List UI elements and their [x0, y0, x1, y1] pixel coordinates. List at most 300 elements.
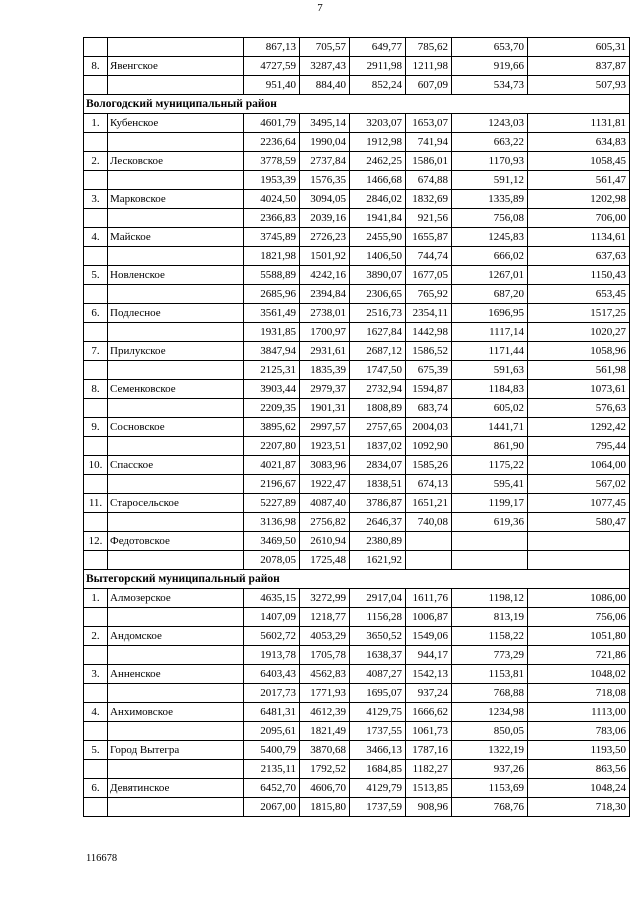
- table-row: [84, 608, 630, 627]
- value-cell: 937,26: [452, 760, 528, 779]
- value-cell: 1684,85: [350, 760, 406, 779]
- value-cell: 756,06: [528, 608, 630, 627]
- settlement-name: [108, 285, 244, 304]
- settlement-name: Спасское: [108, 456, 244, 475]
- value-cell: 2911,98: [350, 57, 406, 76]
- table-row: [84, 361, 630, 380]
- value-cell: 1442,98: [406, 323, 452, 342]
- value-cell: 634,83: [528, 133, 630, 152]
- row-index: [84, 133, 108, 152]
- table-row: [84, 323, 630, 342]
- value-cell: 2516,73: [350, 304, 406, 323]
- value-cell: 1990,04: [300, 133, 350, 152]
- row-index: [84, 798, 108, 817]
- value-cell: 1835,39: [300, 361, 350, 380]
- value-cell: 2997,57: [300, 418, 350, 437]
- value-cell: 721,86: [528, 646, 630, 665]
- value-cell: 2732,94: [350, 380, 406, 399]
- value-cell: 1953,39: [244, 171, 300, 190]
- settlement-name: [108, 38, 244, 57]
- settlement-name: Андомское: [108, 627, 244, 646]
- table-row: [84, 114, 630, 133]
- row-index: 1.: [84, 589, 108, 608]
- value-cell: 3903,44: [244, 380, 300, 399]
- value-cell: 1792,52: [300, 760, 350, 779]
- value-cell: [528, 551, 630, 570]
- value-cell: 1838,51: [350, 475, 406, 494]
- table-row: [84, 551, 630, 570]
- row-index: 6.: [84, 779, 108, 798]
- value-cell: 2834,07: [350, 456, 406, 475]
- value-cell: 1941,84: [350, 209, 406, 228]
- settlement-name: [108, 437, 244, 456]
- value-cell: 619,36: [452, 513, 528, 532]
- settlement-name: [108, 798, 244, 817]
- value-cell: 1808,89: [350, 399, 406, 418]
- value-cell: 2931,61: [300, 342, 350, 361]
- value-cell: 1586,52: [406, 342, 452, 361]
- table-row: [84, 209, 630, 228]
- value-cell: 1922,47: [300, 475, 350, 494]
- value-cell: 3136,98: [244, 513, 300, 532]
- value-cell: 1923,51: [300, 437, 350, 456]
- settlement-name: [108, 513, 244, 532]
- table-row: [84, 152, 630, 171]
- row-index: [84, 323, 108, 342]
- value-cell: 1131,81: [528, 114, 630, 133]
- settlement-name: [108, 399, 244, 418]
- value-cell: 2236,64: [244, 133, 300, 152]
- value-cell: 1020,27: [528, 323, 630, 342]
- row-index: 11.: [84, 494, 108, 513]
- row-index: [84, 684, 108, 703]
- value-cell: 813,19: [452, 608, 528, 627]
- value-cell: [452, 532, 528, 551]
- settlement-name: [108, 646, 244, 665]
- settlement-name: [108, 608, 244, 627]
- value-cell: 687,20: [452, 285, 528, 304]
- settlement-name: [108, 361, 244, 380]
- table-row: [84, 798, 630, 817]
- settlement-name: Федотовское: [108, 532, 244, 551]
- value-cell: 1156,28: [350, 608, 406, 627]
- value-cell: 1267,01: [452, 266, 528, 285]
- value-cell: 951,40: [244, 76, 300, 95]
- table-row: [84, 304, 630, 323]
- value-cell: 2125,31: [244, 361, 300, 380]
- value-cell: 5400,79: [244, 741, 300, 760]
- settlement-name: [108, 171, 244, 190]
- value-cell: 2306,65: [350, 285, 406, 304]
- value-cell: 2610,94: [300, 532, 350, 551]
- row-index: [84, 399, 108, 418]
- value-cell: 4129,79: [350, 779, 406, 798]
- value-cell: 5588,89: [244, 266, 300, 285]
- value-cell: 1051,80: [528, 627, 630, 646]
- value-cell: 1586,01: [406, 152, 452, 171]
- table-row: [84, 456, 630, 475]
- value-cell: 4021,87: [244, 456, 300, 475]
- row-index: [84, 646, 108, 665]
- value-cell: 2039,16: [300, 209, 350, 228]
- value-cell: 683,74: [406, 399, 452, 418]
- row-index: 3.: [84, 665, 108, 684]
- row-index: 12.: [84, 532, 108, 551]
- page-number: 7: [317, 2, 323, 14]
- value-cell: 2095,61: [244, 722, 300, 741]
- value-cell: 3466,13: [350, 741, 406, 760]
- value-cell: 1406,50: [350, 247, 406, 266]
- value-cell: 1243,03: [452, 114, 528, 133]
- row-index: 1.: [84, 114, 108, 133]
- value-cell: 4635,15: [244, 589, 300, 608]
- section-title: Вологодский муниципальный район: [84, 95, 630, 114]
- value-cell: 1513,85: [406, 779, 452, 798]
- value-cell: 1594,87: [406, 380, 452, 399]
- value-cell: 1048,24: [528, 779, 630, 798]
- row-index: 8.: [84, 380, 108, 399]
- row-index: 9.: [84, 418, 108, 437]
- settlement-name: Кубенское: [108, 114, 244, 133]
- section-row: [84, 570, 630, 589]
- value-cell: 4612,39: [300, 703, 350, 722]
- value-cell: 768,76: [452, 798, 528, 817]
- row-index: [84, 171, 108, 190]
- settlement-name: Майское: [108, 228, 244, 247]
- value-cell: 1245,83: [452, 228, 528, 247]
- value-cell: 1638,37: [350, 646, 406, 665]
- value-cell: 653,70: [452, 38, 528, 57]
- footer-code: 116678: [86, 853, 118, 864]
- table-row: [84, 646, 630, 665]
- value-cell: 580,47: [528, 513, 630, 532]
- value-cell: 1501,92: [300, 247, 350, 266]
- row-index: 8.: [84, 57, 108, 76]
- value-cell: 675,39: [406, 361, 452, 380]
- value-cell: 1441,71: [452, 418, 528, 437]
- value-cell: 591,63: [452, 361, 528, 380]
- value-cell: 1170,93: [452, 152, 528, 171]
- value-cell: 1134,61: [528, 228, 630, 247]
- row-index: [84, 722, 108, 741]
- value-cell: 2017,73: [244, 684, 300, 703]
- value-cell: 852,24: [350, 76, 406, 95]
- value-cell: 2726,23: [300, 228, 350, 247]
- settlement-name: Семенковское: [108, 380, 244, 399]
- value-cell: 705,57: [300, 38, 350, 57]
- value-cell: 561,98: [528, 361, 630, 380]
- table-row: [84, 190, 630, 209]
- settlement-name: [108, 684, 244, 703]
- value-cell: 1153,81: [452, 665, 528, 684]
- value-cell: 1158,22: [452, 627, 528, 646]
- table-row: [84, 399, 630, 418]
- settlement-name: Новленское: [108, 266, 244, 285]
- value-cell: 2685,96: [244, 285, 300, 304]
- value-cell: 1466,68: [350, 171, 406, 190]
- settlement-name: Анненское: [108, 665, 244, 684]
- value-cell: 1073,61: [528, 380, 630, 399]
- table-row: [84, 722, 630, 741]
- value-cell: 2135,11: [244, 760, 300, 779]
- value-cell: 507,93: [528, 76, 630, 95]
- settlement-name: Сосновское: [108, 418, 244, 437]
- value-cell: 4727,59: [244, 57, 300, 76]
- value-cell: 1725,48: [300, 551, 350, 570]
- row-index: [84, 551, 108, 570]
- settlement-name: Алмозерское: [108, 589, 244, 608]
- value-cell: 1549,06: [406, 627, 452, 646]
- value-cell: 4601,79: [244, 114, 300, 133]
- value-cell: 2354,11: [406, 304, 452, 323]
- value-cell: 3895,62: [244, 418, 300, 437]
- value-cell: 1058,45: [528, 152, 630, 171]
- value-cell: 919,66: [452, 57, 528, 76]
- table-row: [84, 627, 630, 646]
- value-cell: 2846,02: [350, 190, 406, 209]
- settlement-name: Лесковское: [108, 152, 244, 171]
- value-cell: 2687,12: [350, 342, 406, 361]
- row-index: [84, 76, 108, 95]
- value-cell: 2756,82: [300, 513, 350, 532]
- value-cell: 3650,52: [350, 627, 406, 646]
- value-cell: 1171,44: [452, 342, 528, 361]
- value-cell: 3083,96: [300, 456, 350, 475]
- value-cell: 2394,84: [300, 285, 350, 304]
- value-cell: 4606,70: [300, 779, 350, 798]
- row-index: 2.: [84, 627, 108, 646]
- value-cell: 1737,59: [350, 798, 406, 817]
- settlement-name: [108, 722, 244, 741]
- settlement-name: Старосельское: [108, 494, 244, 513]
- value-cell: 768,88: [452, 684, 528, 703]
- value-cell: 1335,89: [452, 190, 528, 209]
- value-cell: 3287,43: [300, 57, 350, 76]
- row-index: 5.: [84, 266, 108, 285]
- settlement-name: [108, 323, 244, 342]
- table-row: [84, 684, 630, 703]
- table-row: [84, 475, 630, 494]
- value-cell: 785,62: [406, 38, 452, 57]
- value-cell: 2462,25: [350, 152, 406, 171]
- value-cell: 653,45: [528, 285, 630, 304]
- table-row: [84, 760, 630, 779]
- row-index: [84, 209, 108, 228]
- value-cell: 908,96: [406, 798, 452, 817]
- value-cell: 718,30: [528, 798, 630, 817]
- value-cell: 1322,19: [452, 741, 528, 760]
- value-cell: 1821,49: [300, 722, 350, 741]
- section-title: Вытегорский муниципальный район: [84, 570, 630, 589]
- table-row: [84, 247, 630, 266]
- value-cell: 1048,02: [528, 665, 630, 684]
- value-cell: [528, 532, 630, 551]
- settlement-name: Явенгское: [108, 57, 244, 76]
- value-cell: 1653,07: [406, 114, 452, 133]
- value-cell: 2738,01: [300, 304, 350, 323]
- value-cell: 1585,26: [406, 456, 452, 475]
- value-cell: 863,56: [528, 760, 630, 779]
- value-cell: 4024,50: [244, 190, 300, 209]
- table-row: [84, 342, 630, 361]
- value-cell: 1700,97: [300, 323, 350, 342]
- value-cell: 649,77: [350, 38, 406, 57]
- row-index: 4.: [84, 703, 108, 722]
- table-row: [84, 437, 630, 456]
- tariff-table: [83, 37, 630, 817]
- value-cell: 6452,70: [244, 779, 300, 798]
- settlement-name: [108, 209, 244, 228]
- value-cell: 2380,89: [350, 532, 406, 551]
- settlement-name: Марковское: [108, 190, 244, 209]
- value-cell: 1576,35: [300, 171, 350, 190]
- row-index: [84, 608, 108, 627]
- value-cell: 1677,05: [406, 266, 452, 285]
- value-cell: 718,08: [528, 684, 630, 703]
- row-index: 3.: [84, 190, 108, 209]
- value-cell: 1517,25: [528, 304, 630, 323]
- section-row: [84, 95, 630, 114]
- table-row: [84, 779, 630, 798]
- value-cell: 706,00: [528, 209, 630, 228]
- value-cell: 867,13: [244, 38, 300, 57]
- value-cell: 1747,50: [350, 361, 406, 380]
- value-cell: 3786,87: [350, 494, 406, 513]
- value-cell: 1666,62: [406, 703, 452, 722]
- value-cell: 1815,80: [300, 798, 350, 817]
- value-cell: 1175,22: [452, 456, 528, 475]
- value-cell: 1077,45: [528, 494, 630, 513]
- value-cell: 663,22: [452, 133, 528, 152]
- value-cell: 3778,59: [244, 152, 300, 171]
- value-cell: 1651,21: [406, 494, 452, 513]
- row-index: [84, 513, 108, 532]
- value-cell: 607,09: [406, 76, 452, 95]
- row-index: [84, 760, 108, 779]
- row-index: 10.: [84, 456, 108, 475]
- value-cell: 6403,43: [244, 665, 300, 684]
- value-cell: 4242,16: [300, 266, 350, 285]
- value-cell: 5602,72: [244, 627, 300, 646]
- value-cell: 1705,78: [300, 646, 350, 665]
- settlement-name: [108, 551, 244, 570]
- value-cell: 795,44: [528, 437, 630, 456]
- value-cell: 1621,92: [350, 551, 406, 570]
- value-cell: 1218,77: [300, 608, 350, 627]
- value-cell: 741,94: [406, 133, 452, 152]
- row-index: [84, 247, 108, 266]
- value-cell: 861,90: [452, 437, 528, 456]
- value-cell: 4087,27: [350, 665, 406, 684]
- value-cell: [406, 532, 452, 551]
- settlement-name: Девятинское: [108, 779, 244, 798]
- table-row: [84, 741, 630, 760]
- row-index: 6.: [84, 304, 108, 323]
- value-cell: 1198,12: [452, 589, 528, 608]
- value-cell: 2917,04: [350, 589, 406, 608]
- table-row: [84, 532, 630, 551]
- settlement-name: Прилукское: [108, 342, 244, 361]
- table-row: [84, 703, 630, 722]
- table-row: [84, 228, 630, 247]
- table-row: [84, 418, 630, 437]
- value-cell: 1912,98: [350, 133, 406, 152]
- value-cell: 1006,87: [406, 608, 452, 627]
- row-index: [84, 361, 108, 380]
- value-cell: 2737,84: [300, 152, 350, 171]
- value-cell: 1064,00: [528, 456, 630, 475]
- value-cell: 1117,14: [452, 323, 528, 342]
- value-cell: 6481,31: [244, 703, 300, 722]
- value-cell: 3890,07: [350, 266, 406, 285]
- table-row: [84, 266, 630, 285]
- table-row: [84, 513, 630, 532]
- value-cell: 1058,96: [528, 342, 630, 361]
- value-cell: 937,24: [406, 684, 452, 703]
- value-cell: 1542,13: [406, 665, 452, 684]
- value-cell: 591,12: [452, 171, 528, 190]
- value-cell: 2455,90: [350, 228, 406, 247]
- value-cell: 2209,35: [244, 399, 300, 418]
- value-cell: 744,74: [406, 247, 452, 266]
- row-index: 7.: [84, 342, 108, 361]
- value-cell: 1787,16: [406, 741, 452, 760]
- value-cell: 1211,98: [406, 57, 452, 76]
- value-cell: 884,40: [300, 76, 350, 95]
- value-cell: 1832,69: [406, 190, 452, 209]
- value-cell: 1627,84: [350, 323, 406, 342]
- value-cell: 1837,02: [350, 437, 406, 456]
- value-cell: 3495,14: [300, 114, 350, 133]
- settlement-name: [108, 475, 244, 494]
- value-cell: 1092,90: [406, 437, 452, 456]
- value-cell: 1182,27: [406, 760, 452, 779]
- table-row: [84, 589, 630, 608]
- value-cell: 1150,43: [528, 266, 630, 285]
- row-index: 4.: [84, 228, 108, 247]
- table-row: [84, 38, 630, 57]
- settlement-name: Подлесное: [108, 304, 244, 323]
- value-cell: 1113,00: [528, 703, 630, 722]
- value-cell: 3870,68: [300, 741, 350, 760]
- value-cell: 850,05: [452, 722, 528, 741]
- value-cell: 1901,31: [300, 399, 350, 418]
- value-cell: 1407,09: [244, 608, 300, 627]
- value-cell: 3847,94: [244, 342, 300, 361]
- row-index: 5.: [84, 741, 108, 760]
- value-cell: 1202,98: [528, 190, 630, 209]
- value-cell: 1655,87: [406, 228, 452, 247]
- value-cell: 1737,55: [350, 722, 406, 741]
- value-cell: 773,29: [452, 646, 528, 665]
- value-cell: 674,88: [406, 171, 452, 190]
- value-cell: 605,31: [528, 38, 630, 57]
- table-row: [84, 380, 630, 399]
- row-index: [84, 38, 108, 57]
- value-cell: 3203,07: [350, 114, 406, 133]
- value-cell: 2979,37: [300, 380, 350, 399]
- row-index: 2.: [84, 152, 108, 171]
- value-cell: 944,17: [406, 646, 452, 665]
- value-cell: 2207,80: [244, 437, 300, 456]
- value-cell: 2366,83: [244, 209, 300, 228]
- settlement-name: Анхимовское: [108, 703, 244, 722]
- value-cell: 1292,42: [528, 418, 630, 437]
- value-cell: 567,02: [528, 475, 630, 494]
- value-cell: 3561,49: [244, 304, 300, 323]
- value-cell: 534,73: [452, 76, 528, 95]
- table-row: [84, 76, 630, 95]
